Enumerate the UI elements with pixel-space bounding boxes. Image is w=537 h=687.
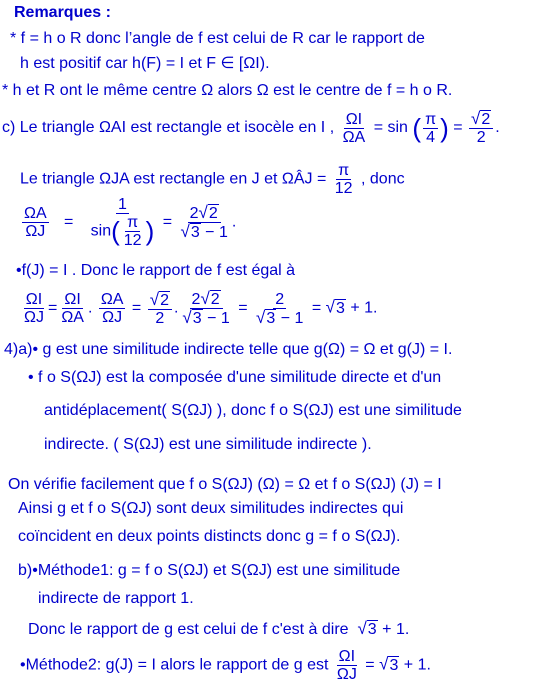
triangle-OJA-line [20, 162, 405, 197]
fraction-2sqrt2: $\frac{2√2}{√3 - 1}$ [180, 203, 228, 241]
triangle-OJA-text: Le triangle ΩJA est rectangle en J et ΩÂJ = [20, 170, 327, 188]
fJ-line: •f(J) = I . Donc le rapport de f est égal à [16, 262, 296, 279]
bullet-composition-2: antidéplacement( S(ΩJ) ), donc f o S(ΩJ) est une similitude [44, 402, 462, 419]
remark-1-line2: h est positif car h(F) = I et F ∈ [ΩI). [20, 55, 270, 72]
fraction-OI-OA: $\frac{\Omega I}{\Omega A}$ [342, 110, 366, 146]
ainsi-line: Ainsi g et f o S(ΩJ) sont deux similitudes indirectes qui [18, 500, 404, 517]
item-c-line: c) Le triangle ΩAI est rectangle et isocèle en I , $\frac{\Omega I}{\Omega A}$ = sin ( $\frac{\pi}{4}$ ) = $\frac{√2}{2}$ . [2, 109, 500, 146]
remark-1-line1: * f = h o R donc l’angle de f est celui de R car le rapport de [10, 30, 425, 47]
method1-conclusion-text: Donc le rapport de g est celui de f c'est à dire [28, 621, 349, 638]
remark-2: * h et R ont le même centre Ω alors Ω est le centre de f = h o R. [2, 82, 453, 99]
remarks-title: Remarques : [14, 4, 111, 21]
method1-line2: indirecte de rapport 1. [38, 590, 194, 607]
triangle-OJA-donc: , donc [361, 170, 405, 188]
coincident-line: coïncident en deux points distincts donc g = f o S(ΩJ). [18, 528, 401, 545]
bullet-composition-3: indirecte. ( S(ΩJ) est une similitude indirecte ). [44, 436, 372, 453]
ratio-OA-OJ-line: $\frac{\Omega A}{\Omega J}$ = 1 sin( $\frac{\pi}{12}$ ) = $\frac{2√2}{√3 - 1}$ . [24, 196, 237, 249]
bullet-composition-1: • f o S(ΩJ) est la composée d'une similitude directe et d'un [28, 369, 442, 386]
method2-line: •Méthode2: g(J) = I alors le rapport de g est $\frac{\Omega I}{\Omega J}$ = √3 + 1. [20, 648, 431, 683]
fraction-1-sin: 1 sin( $\frac{\pi}{12}$ ) [90, 196, 155, 249]
fraction-pi-12: $\frac{\pi}{12}$ [334, 162, 353, 197]
method1-conclusion: Donc le rapport de g est celui de f c'est à dire √3 + 1. [28, 619, 410, 638]
eq-sin: = sin [373, 119, 408, 137]
ratio-product-line: $\frac{\Omega I}{\Omega J}$ = $\frac{\Omega I}{\Omega A}$ . $\frac{\Omega A}{\Omega J}$ = $\frac{√2}{2}$ . $\frac{2√2}{√3 - 1}$ = $\frac{2}{√3 - 1}$ = √3 + 1. [24, 289, 378, 327]
part-4a: 4)a)• g est une similitude indirecte telle que g(Ω) = Ω et g(J) = I. [4, 341, 453, 358]
fraction-sqrt2-2: $\frac{√2}{2}$ [469, 110, 493, 146]
verify-line: On vérifie facilement que f o S(ΩJ) (Ω) = Ω et f o S(ΩJ) (J) = I [8, 476, 442, 493]
fraction-pi-4: $\frac{\pi}{4}$ [425, 110, 437, 146]
fraction-OA-OJ: $\frac{\Omega A}{\Omega J}$ [24, 205, 47, 240]
method1-line1: b)•Méthode1: g = f o S(ΩJ) et S(ΩJ) est une similitude [18, 562, 401, 579]
fraction-OI-OJ: $\frac{\Omega I}{\Omega J}$ [336, 648, 357, 683]
item-c-text: c) Le triangle ΩAI est rectangle et isocèle en I , [2, 119, 335, 137]
method2-text: •Méthode2: g(J) = I alors le rapport de g est [20, 656, 329, 674]
